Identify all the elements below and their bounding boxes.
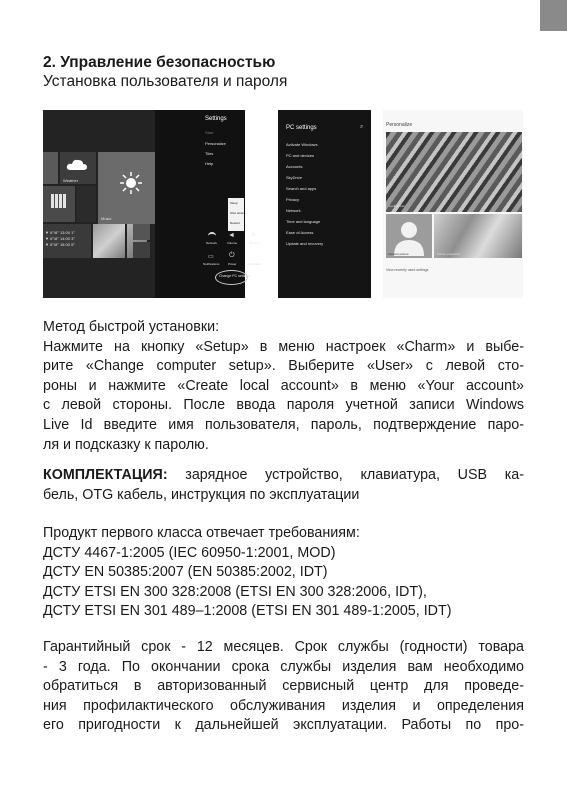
para4-line-3: обратиться в авторизованный сервисный центр для проведе- [43,678,524,695]
tile-photo [93,224,125,258]
keyboard-lang[interactable]: ENG [250,254,261,260]
tile-video [133,224,150,240]
screen-icon[interactable]: ☼ [250,231,257,238]
package-contents-line-1: зарядное устройство, клавиатура, USB ка- [185,467,524,483]
pc-settings-item-1[interactable]: Activate Windows [286,142,318,147]
pc-settings-item-5[interactable]: Search and apps [286,186,317,191]
settings-menu-tiles[interactable]: Tiles [205,151,214,156]
settings-title: Settings [205,116,227,122]
package-contents-label: КОМПЛЕКТАЦИЯ: [43,467,168,483]
power-popup-restart[interactable]: Restart [230,221,240,225]
pc-settings-item-2[interactable]: PC and devices [286,153,315,158]
para3-line-1: Продукт первого класса отвечает требованиям: [43,525,360,541]
para1-line-5: с левой стороны. После ввода пароля учетной записи Windows [43,397,524,414]
pc-settings-item-6[interactable]: Privacy [286,197,300,202]
picture-password-label: Picture password [437,252,461,256]
volume-label: Volume [227,241,238,245]
paragraph-quick-setup [43,318,524,455]
account-picture-label: Account picture [388,252,409,256]
para4-line-1: Гарантийный срок - 12 месяцев. Срок службы (годности) товара [43,639,524,655]
tile-calendar [43,186,75,222]
weather-line-1: ▼ 6°/8° 13:00 1° [45,230,75,235]
tile-1 [43,152,58,184]
pc-settings-item-10[interactable]: Update and recovery [286,241,324,246]
section-subtitle: Установка пользователя и пароля [43,73,288,90]
pc-settings-item-8[interactable]: Time and language [286,219,321,224]
screen-label: Screen [249,241,259,245]
tile-small [133,242,150,258]
para4-line-4: ния профилактического обслуживания изделия и определения [43,697,524,714]
para3-line-3: ДСТУ EN 50385:2007 (EN 50385:2002, IDT) [43,564,328,581]
tile-3 [77,186,96,222]
settings-menu-start[interactable]: Start [205,130,214,135]
pc-settings-item-3[interactable]: Accounts [286,164,303,169]
para4-line-5: его пригодности к дальнейшей эксплуатации. Работы по про- [43,717,524,734]
page-corner-tab [540,0,567,31]
personalize-title: Personalize [386,122,413,128]
pc-settings-item-4[interactable]: SkyDrive [286,175,303,180]
network-icon[interactable] [208,232,216,240]
tile-weather-label: Weather [63,178,79,183]
account-picture-tile[interactable] [386,214,432,258]
power-label: Power [228,262,237,266]
para2-line-1 [43,466,524,486]
power-icon[interactable]: ⏻ [229,252,235,259]
power-popup-sleep[interactable]: Sleep [230,201,238,205]
tile-weather [60,152,96,184]
power-popup-shutdown[interactable]: Shut down [230,211,245,215]
settings-pane [155,110,261,298]
para2-line-2: бель, OTG кабель, инструкция по эксплуатации [43,486,360,503]
para4-line-2: - 3 года. По окончании срока службы изделия вам необходимо [43,658,524,675]
cloud-icon [66,159,88,171]
paragraph-standards [43,524,524,622]
tile-weather-list [43,224,91,258]
lock-screen-label: Lock screen [389,204,406,208]
para1-line-6: Live Id введите имя пользователя, пароль, подтверждение паро- [43,416,524,433]
pc-settings-screenshot [278,110,371,298]
para3-line-5: ДСТУ ETSI EN 301 489–1:2008 (ETSI EN 301 489-1:2005, IDT) [43,603,452,620]
power-popup [228,198,244,231]
keyboard-label: Keyboard [248,262,261,266]
para1-line-7: ля и подсказку к паролю. [43,436,209,453]
volume-icon[interactable]: ◄ [228,232,235,239]
settings-menu-help[interactable]: Help [205,161,214,166]
settings-menu-personalize[interactable]: Personalize [205,141,226,146]
para1-line-4: роны и нажмите «Create local account» в меню «Your account» [43,377,524,394]
para3-line-4: ДСТУ ETSI EN 300 328:2008 (ETSI EN 300 328:2006, IDT), [43,583,427,600]
tile-music-label: Music [101,216,112,221]
personalize-footer-link[interactable]: View recently used settings [386,268,429,272]
notifications-icon[interactable]: ▭ [208,254,214,260]
pc-settings-title: PC settings [286,125,317,131]
tile-sun [98,152,163,224]
weather-line-3: ▼ 6°/8° 15:00 5° [45,242,75,247]
network-label: Network [206,241,218,245]
pc-settings-item-9[interactable]: Ease of Access [286,230,314,235]
calendar-icon [51,194,67,208]
lock-screen-image[interactable] [386,132,522,212]
paragraph-package-contents [43,466,524,505]
section-title: 2. Управление безопасностью [43,54,276,71]
para3-line-2: ДСТУ 4467-1:2005 (IEC 60950-1:2001, MOD) [43,544,336,561]
weather-line-2: ▼ 6°/8° 14:00 3° [45,236,75,241]
notifications-label: Notifications [203,262,220,266]
paragraph-warranty [43,638,524,736]
sun-icon [120,172,142,194]
para1-line-3: рите «Change computer setup». Выберите «User» с левой сто- [43,358,524,375]
change-pc-settings-link[interactable]: Change PC settings [219,274,251,278]
screenshots-figure [43,110,523,300]
pc-settings-item-7[interactable]: Network [286,208,301,213]
personalize-screenshot [383,110,523,298]
para1-line-2: Нажмите на кнопку «Setup» в меню настроек «Charm» и выбе- [43,338,524,355]
settings-charm-screenshot [43,110,261,298]
picture-password-tile[interactable] [434,214,522,258]
para1-line-1: Метод быстрой установки: [43,319,220,335]
search-icon[interactable]: ⌕ [360,124,364,130]
user-avatar-icon [386,216,432,256]
